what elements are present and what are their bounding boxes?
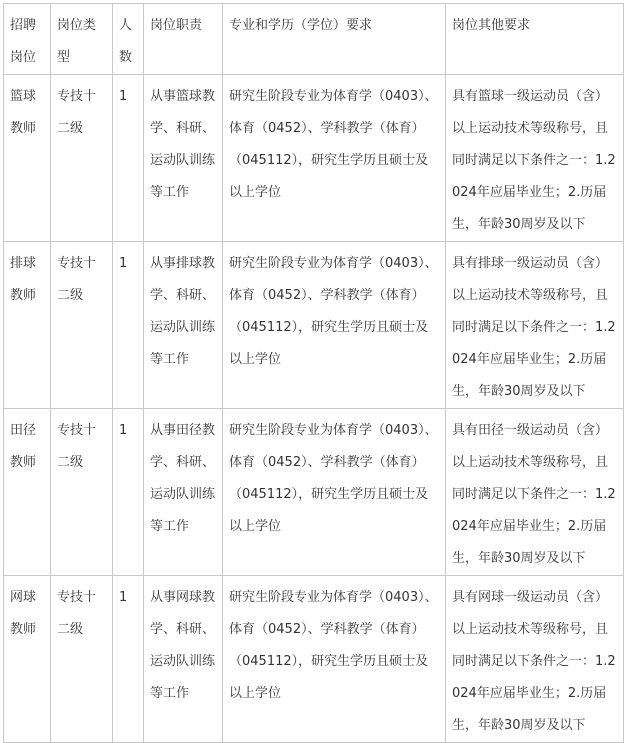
cell-type: 专技十二级 [51, 242, 113, 409]
cell-duties: 从事田径教学、科研、运动队训练等工作 [144, 409, 223, 576]
cell-type: 专技十二级 [51, 576, 113, 743]
cell-count: 1 [113, 576, 144, 743]
cell-duties: 从事排球教学、科研、运动队训练等工作 [144, 242, 223, 409]
cell-position: 篮球教师 [4, 75, 51, 242]
cell-education: 研究生阶段专业为体育学（0403）、体育（0452）、学科教学（体育）（045112），研究生学历且硕士及以上学位 [223, 409, 446, 576]
cell-count: 1 [113, 409, 144, 576]
cell-other: 具有网球一级运动员（含）以上运动技术等级称号，且同时满足以下条件之一：1.2024年应届毕业生；2.历届生，年龄30周岁及以下 [446, 576, 624, 743]
cell-other: 具有排球一级运动员（含）以上运动技术等级称号，且同时满足以下条件之一：1.2024年应届毕业生；2.历届生，年龄30周岁及以下 [446, 242, 624, 409]
cell-education: 研究生阶段专业为体育学（0403）、体育（0452）、学科教学（体育）（045112），研究生学历且硕士及以上学位 [223, 576, 446, 743]
header-education: 专业和学历（学位）要求 [223, 4, 446, 75]
table-header-row [4, 4, 624, 75]
cell-other: 具有田径一级运动员（含）以上运动技术等级称号，且同时满足以下条件之一：1.2024年应届毕业生；2.历届生，年龄30周岁及以下 [446, 409, 624, 576]
recruitment-table [3, 3, 624, 743]
cell-education: 研究生阶段专业为体育学（0403）、体育（0452）、学科教学（体育）（045112），研究生学历且硕士及以上学位 [223, 75, 446, 242]
cell-position: 田径教师 [4, 409, 51, 576]
cell-count: 1 [113, 242, 144, 409]
header-position: 招聘岗位 [4, 4, 51, 75]
table-row [4, 576, 624, 743]
table-row [4, 409, 624, 576]
header-other: 岗位其他要求 [446, 4, 624, 75]
cell-position: 网球教师 [4, 576, 51, 743]
header-type: 岗位类型 [51, 4, 113, 75]
table-row [4, 242, 624, 409]
cell-count: 1 [113, 75, 144, 242]
cell-type: 专技十二级 [51, 75, 113, 242]
cell-position: 排球教师 [4, 242, 51, 409]
cell-duties: 从事篮球教学、科研、运动队训练等工作 [144, 75, 223, 242]
cell-type: 专技十二级 [51, 409, 113, 576]
header-count: 人数 [113, 4, 144, 75]
cell-duties: 从事网球教学、科研、运动队训练等工作 [144, 576, 223, 743]
cell-other: 具有篮球一级运动员（含）以上运动技术等级称号，且同时满足以下条件之一：1.2024年应届毕业生；2.历届生，年龄30周岁及以下 [446, 75, 624, 242]
cell-education: 研究生阶段专业为体育学（0403）、体育（0452）、学科教学（体育）（045112），研究生学历且硕士及以上学位 [223, 242, 446, 409]
header-duties: 岗位职责 [144, 4, 223, 75]
table-row [4, 75, 624, 242]
